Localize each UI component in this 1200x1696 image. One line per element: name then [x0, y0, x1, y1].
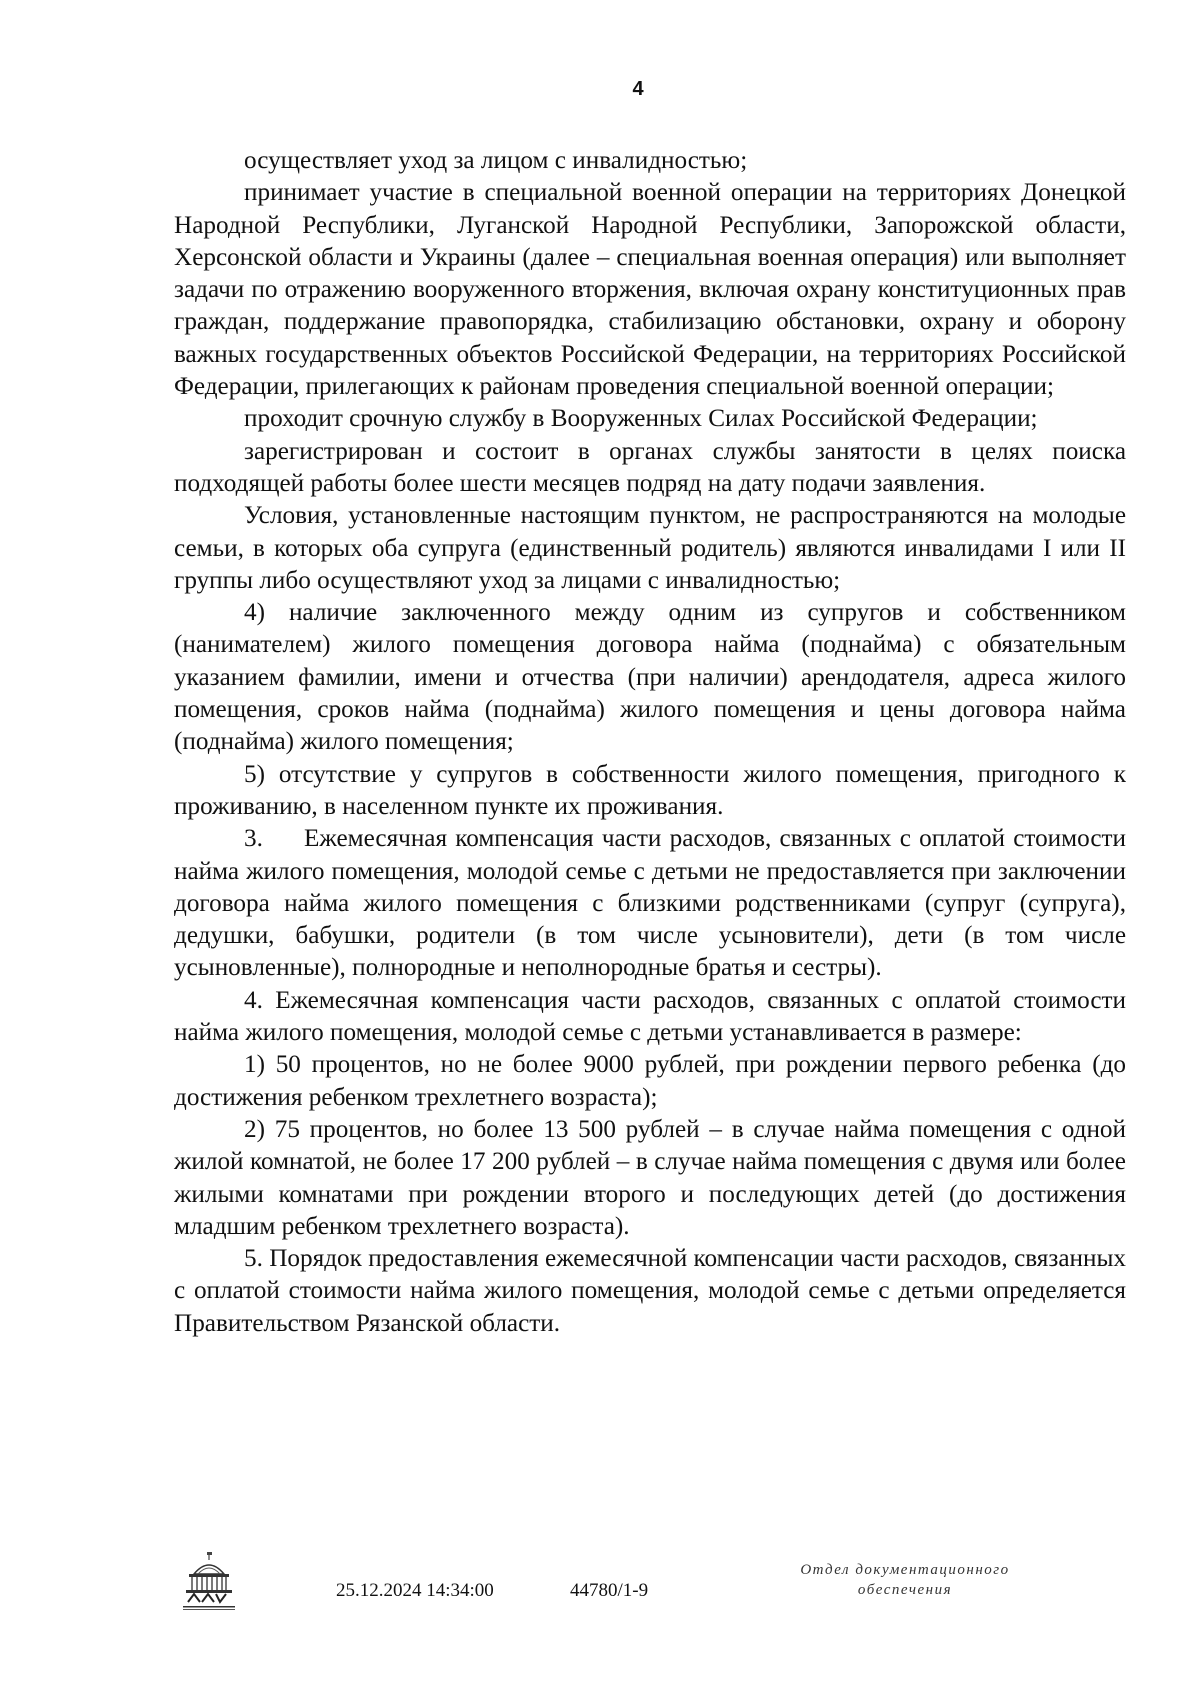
paragraph: 4. Ежемесячная компенсация части расходов, связанных с оплатой стоимости найма жилого помещения, молодой семье с детьми устанавливается в размере: — [174, 986, 1126, 1047]
paragraph: осуществляет уход за лицом с инвалидностью; — [244, 147, 748, 174]
document-body — [174, 145, 1133, 1340]
paragraph: проходит срочную службу в Вооруженных Силах Российской Федерации; — [244, 405, 1038, 433]
department-stamp — [755, 1560, 1055, 1600]
paragraph: 3. Ежемесячная компенсация части расходов, связанных с оплатой стоимости найма жилого помещения, молодой семье с детьми не предоставляется при заключении договора найма жилого помещения с близкими родственниками (супруг (супруга), дедушки, бабушки, родители (в том числе усыновители), дети (в том числе усыновленные), полнородные и неполнородные братья и сестры). — [174, 825, 1133, 982]
paragraph: 2) 75 процентов, но более 13 500 рублей – в случае найма помещения с одной жилой комнатой, не более 17 200 рублей – в случае найма помещения с двумя или более жилыми комнатами при рождении второго и последующих детей (до достижения младшим ребенком трехлетнего возраста). — [174, 1115, 1126, 1240]
paragraph: принимает участие в специальной военной операции на территориях Донецкой Народной Республики, Луганской Народной Республики, Запорожской области, Херсонской области и Украины (далее – специальная военная операция) или выполняет задачи по отражению вооруженного вторжения, включая охрану конституционных прав граждан, поддержание правопорядка, стабилизацию обстановки, охрану и оборону важных государственных объектов Российской Федерации, на территориях Российской Федерации, прилегающих к районам проведения специальной военной операции; — [174, 179, 1126, 401]
stamp-line: Отдел документационного — [800, 1562, 1010, 1578]
footer-registration-number: 44780/1-9 — [570, 1580, 649, 1601]
paragraph: 1) 50 процентов, но не более 9000 рублей, при рождении первого ребенка (до достижения ребенком трехлетнего возраста); — [174, 1051, 1126, 1111]
stamp-line: обеспечения — [857, 1582, 953, 1598]
paragraph: 5. Порядок предоставления ежемесячной компенсации части расходов, связанных с оплатой стоимости найма жилого помещения, молодой семье с детьми определяется Правительством Рязанской области. — [174, 1245, 1126, 1337]
paragraph: Условия, установленные настоящим пунктом, не распространяются на молодые семьи, в которых оба супруга (единственный родитель) являются инвалидами I или II группы либо осуществляют уход за лицами с инвалидностью; — [174, 502, 1126, 594]
page-number: 4 — [632, 78, 644, 100]
duma-building-emblem-icon — [180, 1550, 238, 1612]
footer-datetime: 25.12.2024 14:34:00 — [336, 1580, 494, 1601]
paragraph: зарегистрирован и состоит в органах службы занятости в целях поиска подходящей работы более шести месяцев подряд на дату подачи заявления. — [174, 437, 1126, 497]
paragraph: 5) отсутствие у супругов в собственности жилого помещения, пригодного к проживанию, в населенном пункте их проживания. — [174, 760, 1126, 820]
paragraph: 4) наличие заключенного между одним из супругов и собственником (нанимателем) жилого помещения договора найма (поднайма) с обязательным указанием фамилии, имени и отчества (при наличии) арендодателя, адреса жилого помещения, сроков найма (поднайма) жилого помещения и цены договора найма (поднайма) жилого помещения; — [174, 599, 1126, 756]
